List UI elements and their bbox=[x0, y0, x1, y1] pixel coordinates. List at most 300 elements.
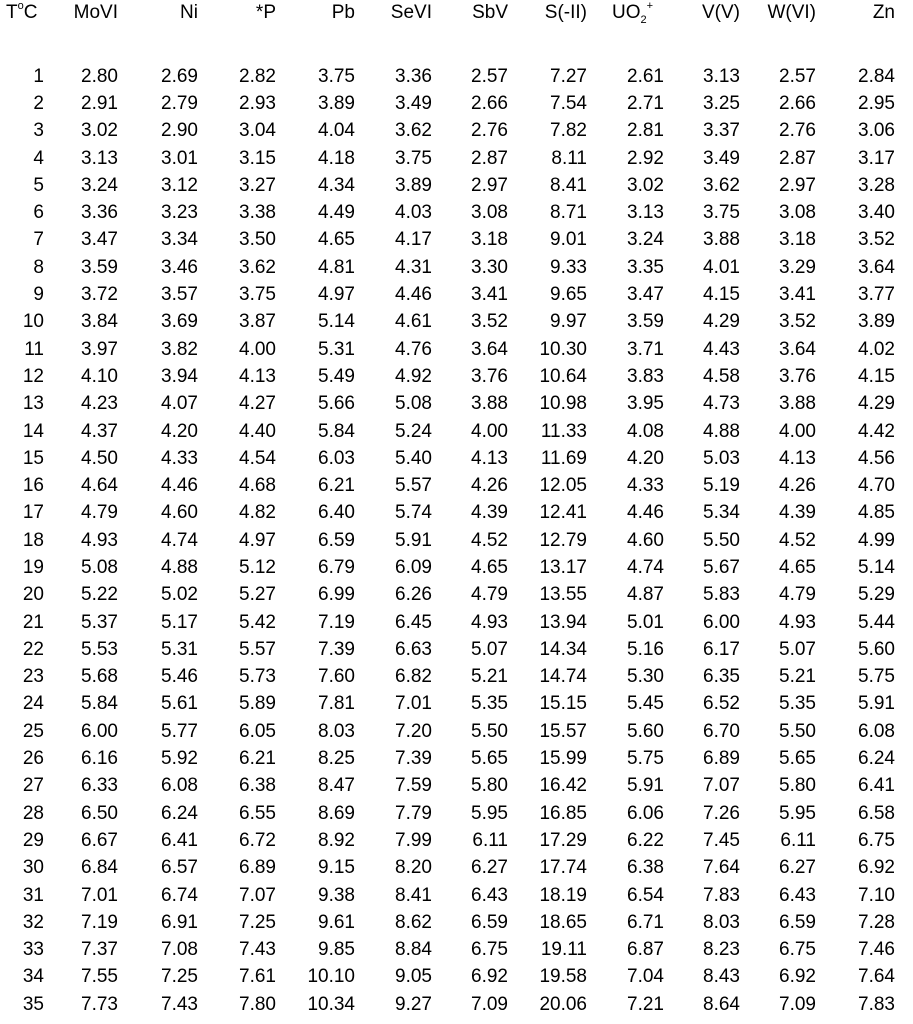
cell-pb: 4.49 bbox=[318, 202, 355, 224]
cell-sevi: 5.24 bbox=[395, 420, 432, 442]
cell-sbv: 2.66 bbox=[471, 92, 508, 114]
cell-pb: 9.15 bbox=[318, 857, 355, 879]
cell-v-v: 8.64 bbox=[703, 993, 740, 1015]
cell-w-vi: 6.43 bbox=[779, 884, 816, 906]
cell-ni: 3.46 bbox=[161, 256, 198, 278]
table-row bbox=[0, 363, 913, 390]
cell-uo2: 4.46 bbox=[627, 502, 664, 524]
cell-w-vi: 3.08 bbox=[779, 202, 816, 224]
cell-uo2: 2.81 bbox=[627, 120, 664, 142]
cell-s-ii: 9.33 bbox=[550, 256, 587, 278]
cell-sbv: 6.59 bbox=[471, 911, 508, 933]
cell-sbv: 5.80 bbox=[471, 775, 508, 797]
cell-sevi: 8.41 bbox=[395, 884, 432, 906]
cell-p: 4.27 bbox=[239, 393, 276, 415]
cell-zn: 3.40 bbox=[858, 202, 895, 224]
cell-temperature: 24 bbox=[22, 693, 44, 715]
header-uo2-base: UO bbox=[611, 2, 641, 23]
table-row bbox=[0, 118, 913, 145]
cell-w-vi: 5.35 bbox=[779, 693, 816, 715]
cell-uo2: 3.59 bbox=[627, 311, 664, 333]
cell-s-ii: 19.58 bbox=[539, 966, 587, 988]
cell-w-vi: 5.95 bbox=[779, 802, 816, 824]
cell-w-vi: 4.93 bbox=[779, 611, 816, 633]
cell-pb: 5.14 bbox=[318, 311, 355, 333]
cell-temperature: 6 bbox=[33, 202, 44, 224]
cell-temperature: 29 bbox=[22, 829, 44, 851]
cell-temperature: 22 bbox=[22, 638, 44, 660]
cell-sbv: 5.50 bbox=[471, 720, 508, 742]
cell-ni: 3.57 bbox=[161, 284, 198, 306]
cell-p: 3.50 bbox=[239, 229, 276, 251]
table-row bbox=[0, 827, 913, 854]
cell-uo2: 5.01 bbox=[627, 611, 664, 633]
cell-movi: 3.97 bbox=[81, 338, 118, 360]
header-w-vi: W(VI) bbox=[767, 2, 816, 23]
cell-pb: 10.10 bbox=[307, 966, 355, 988]
cell-ni: 2.69 bbox=[161, 65, 198, 87]
cell-s-ii: 10.64 bbox=[539, 365, 587, 387]
cell-p: 7.80 bbox=[239, 993, 276, 1015]
cell-movi: 4.64 bbox=[81, 475, 118, 497]
cell-w-vi: 3.64 bbox=[779, 338, 816, 360]
cell-zn: 6.58 bbox=[858, 802, 895, 824]
cell-zn: 6.75 bbox=[858, 829, 895, 851]
cell-p: 3.04 bbox=[239, 120, 276, 142]
cell-pb: 3.75 bbox=[318, 65, 355, 87]
cell-sbv: 4.65 bbox=[471, 556, 508, 578]
cell-pb: 7.60 bbox=[318, 666, 355, 688]
cell-ni: 5.31 bbox=[161, 638, 198, 660]
cell-movi: 3.13 bbox=[81, 147, 118, 169]
cell-sbv: 5.35 bbox=[471, 693, 508, 715]
cell-sevi: 5.74 bbox=[395, 502, 432, 524]
cell-v-v: 4.58 bbox=[703, 365, 740, 387]
cell-pb: 5.84 bbox=[318, 420, 355, 442]
cell-temperature: 14 bbox=[22, 420, 44, 442]
cell-uo2: 5.60 bbox=[627, 720, 664, 742]
cell-sevi: 3.49 bbox=[395, 92, 432, 114]
cell-sevi: 6.45 bbox=[395, 611, 432, 633]
cell-sevi: 9.05 bbox=[395, 966, 432, 988]
cell-zn: 5.44 bbox=[858, 611, 895, 633]
cell-s-ii: 13.55 bbox=[539, 584, 587, 606]
cell-temperature: 20 bbox=[22, 584, 44, 606]
cell-sevi: 7.20 bbox=[395, 720, 432, 742]
cell-sevi: 4.76 bbox=[395, 338, 432, 360]
cell-w-vi: 2.87 bbox=[779, 147, 816, 169]
cell-uo2: 6.22 bbox=[627, 829, 664, 851]
cell-sbv: 4.13 bbox=[471, 447, 508, 469]
cell-zn: 7.64 bbox=[858, 966, 895, 988]
cell-sbv: 2.76 bbox=[471, 120, 508, 142]
cell-s-ii: 11.69 bbox=[540, 447, 587, 469]
cell-movi: 3.72 bbox=[81, 284, 118, 306]
cell-s-ii: 15.99 bbox=[539, 748, 587, 770]
cell-v-v: 5.83 bbox=[703, 584, 740, 606]
cell-movi: 3.24 bbox=[81, 174, 118, 196]
cell-s-ii: 8.11 bbox=[551, 147, 587, 169]
cell-ni: 3.94 bbox=[161, 365, 198, 387]
cell-p: 3.75 bbox=[239, 284, 276, 306]
cell-sevi: 7.39 bbox=[395, 748, 432, 770]
cell-sbv: 3.64 bbox=[471, 338, 508, 360]
cell-pb: 3.89 bbox=[318, 92, 355, 114]
cell-sevi: 6.82 bbox=[395, 666, 432, 688]
cell-w-vi: 5.21 bbox=[779, 666, 816, 688]
cell-pb: 6.40 bbox=[318, 502, 355, 524]
cell-ni: 3.12 bbox=[161, 174, 198, 196]
cell-zn: 3.52 bbox=[858, 229, 895, 251]
cell-temperature: 11 bbox=[24, 338, 44, 360]
cell-zn: 7.46 bbox=[858, 939, 895, 961]
cell-uo2: 5.16 bbox=[627, 638, 664, 660]
table-row bbox=[0, 254, 913, 281]
cell-zn: 4.99 bbox=[858, 529, 895, 551]
cell-p: 7.25 bbox=[239, 911, 276, 933]
cell-v-v: 3.25 bbox=[703, 92, 740, 114]
cell-zn: 3.64 bbox=[858, 256, 895, 278]
cell-p: 4.54 bbox=[239, 447, 276, 469]
cell-temperature: 3 bbox=[33, 120, 44, 142]
cell-w-vi: 6.27 bbox=[779, 857, 816, 879]
cell-temperature: 4 bbox=[33, 147, 44, 169]
header-v-v: V(V) bbox=[702, 2, 740, 23]
cell-ni: 3.23 bbox=[161, 202, 198, 224]
cell-p: 3.15 bbox=[239, 147, 276, 169]
cell-p: 6.05 bbox=[239, 720, 276, 742]
cell-movi: 6.33 bbox=[81, 775, 118, 797]
cell-p: 4.68 bbox=[239, 475, 276, 497]
cell-uo2: 3.95 bbox=[627, 393, 664, 415]
header-temperature-degree: o bbox=[17, 0, 24, 12]
table-row bbox=[0, 281, 913, 308]
cell-p: 5.57 bbox=[239, 638, 276, 660]
cell-ni: 3.82 bbox=[161, 338, 198, 360]
cell-w-vi: 4.79 bbox=[779, 584, 816, 606]
cell-s-ii: 10.30 bbox=[539, 338, 587, 360]
cell-s-ii: 16.42 bbox=[539, 775, 587, 797]
cell-s-ii: 17.29 bbox=[539, 829, 587, 851]
cell-pb: 8.69 bbox=[318, 802, 355, 824]
cell-zn: 6.41 bbox=[858, 775, 895, 797]
cell-temperature: 27 bbox=[22, 775, 44, 797]
cell-movi: 4.10 bbox=[81, 365, 118, 387]
cell-s-ii: 13.94 bbox=[539, 611, 587, 633]
cell-zn: 6.92 bbox=[858, 857, 895, 879]
cell-ni: 4.46 bbox=[161, 475, 198, 497]
cell-w-vi: 3.52 bbox=[779, 311, 816, 333]
cell-pb: 6.21 bbox=[318, 475, 355, 497]
cell-temperature: 28 bbox=[22, 802, 44, 824]
cell-w-vi: 2.66 bbox=[779, 92, 816, 114]
cell-sbv: 4.26 bbox=[471, 475, 508, 497]
cell-s-ii: 7.27 bbox=[550, 65, 587, 87]
cell-pb: 6.59 bbox=[318, 529, 355, 551]
cell-zn: 3.89 bbox=[858, 311, 895, 333]
cell-movi: 5.37 bbox=[81, 611, 118, 633]
cell-pb: 8.92 bbox=[318, 829, 355, 851]
cell-temperature: 5 bbox=[33, 174, 44, 196]
cell-p: 5.89 bbox=[239, 693, 276, 715]
cell-ni: 5.17 bbox=[161, 611, 198, 633]
table-row bbox=[0, 445, 913, 472]
cell-w-vi: 4.13 bbox=[779, 447, 816, 469]
cell-p: 3.62 bbox=[239, 256, 276, 278]
cell-sevi: 8.84 bbox=[395, 939, 432, 961]
cell-w-vi: 3.41 bbox=[779, 284, 816, 306]
cell-movi: 4.79 bbox=[81, 502, 118, 524]
cell-ni: 4.07 bbox=[161, 393, 198, 415]
table-row bbox=[0, 909, 913, 936]
cell-p: 4.40 bbox=[239, 420, 276, 442]
cell-v-v: 7.45 bbox=[703, 829, 740, 851]
cell-pb: 5.49 bbox=[318, 365, 355, 387]
cell-zn: 7.10 bbox=[858, 884, 895, 906]
cell-pb: 4.81 bbox=[318, 256, 355, 278]
cell-uo2: 6.71 bbox=[627, 911, 664, 933]
cell-zn: 3.06 bbox=[858, 120, 895, 142]
cell-ni: 4.88 bbox=[161, 556, 198, 578]
cell-s-ii: 18.65 bbox=[539, 911, 587, 933]
cell-sevi: 7.01 bbox=[395, 693, 432, 715]
cell-sevi: 9.27 bbox=[395, 993, 432, 1015]
cell-sevi: 6.26 bbox=[395, 584, 432, 606]
cell-w-vi: 4.52 bbox=[779, 529, 816, 551]
cell-v-v: 7.07 bbox=[703, 775, 740, 797]
header-pb: Pb bbox=[331, 2, 355, 23]
cell-sevi: 5.08 bbox=[395, 393, 432, 415]
cell-ni: 5.46 bbox=[161, 666, 198, 688]
cell-s-ii: 12.79 bbox=[539, 529, 587, 551]
cell-w-vi: 3.76 bbox=[779, 365, 816, 387]
cell-movi: 4.23 bbox=[81, 393, 118, 415]
table-row bbox=[0, 718, 913, 745]
cell-pb: 10.34 bbox=[307, 993, 355, 1015]
cell-movi: 3.84 bbox=[81, 311, 118, 333]
cell-zn: 5.14 bbox=[858, 556, 895, 578]
cell-v-v: 3.88 bbox=[703, 229, 740, 251]
cell-w-vi: 3.29 bbox=[779, 256, 816, 278]
cell-w-vi: 6.92 bbox=[779, 966, 816, 988]
cell-movi: 5.08 bbox=[81, 556, 118, 578]
cell-temperature: 12 bbox=[22, 365, 44, 387]
cell-movi: 7.55 bbox=[81, 966, 118, 988]
cell-ni: 4.20 bbox=[161, 420, 198, 442]
cell-pb: 8.03 bbox=[318, 720, 355, 742]
cell-ni: 6.41 bbox=[161, 829, 198, 851]
cell-w-vi: 2.57 bbox=[779, 65, 816, 87]
cell-temperature: 30 bbox=[22, 857, 44, 879]
cell-pb: 8.25 bbox=[318, 748, 355, 770]
cell-zn: 2.95 bbox=[858, 92, 895, 114]
header-sevi: SeVI bbox=[390, 2, 432, 23]
cell-pb: 8.47 bbox=[318, 775, 355, 797]
cell-p: 4.00 bbox=[239, 338, 276, 360]
cell-w-vi: 4.39 bbox=[779, 502, 816, 524]
cell-w-vi: 5.50 bbox=[779, 720, 816, 742]
cell-ni: 6.57 bbox=[161, 857, 198, 879]
cell-movi: 3.59 bbox=[81, 256, 118, 278]
cell-zn: 4.29 bbox=[858, 393, 895, 415]
cell-movi: 3.36 bbox=[81, 202, 118, 224]
cell-s-ii: 11.33 bbox=[540, 420, 587, 442]
cell-temperature: 9 bbox=[33, 284, 44, 306]
cell-uo2: 4.33 bbox=[627, 475, 664, 497]
table-row bbox=[0, 882, 913, 909]
table-row bbox=[0, 582, 913, 609]
cell-movi: 6.16 bbox=[81, 748, 118, 770]
cell-sevi: 4.17 bbox=[395, 229, 432, 251]
cell-s-ii: 7.82 bbox=[550, 120, 587, 142]
cell-ni: 4.74 bbox=[161, 529, 198, 551]
cell-movi: 5.53 bbox=[81, 638, 118, 660]
cell-pb: 4.18 bbox=[318, 147, 355, 169]
cell-w-vi: 7.09 bbox=[779, 993, 816, 1015]
cell-ni: 6.08 bbox=[161, 775, 198, 797]
cell-uo2: 6.06 bbox=[627, 802, 664, 824]
cell-v-v: 3.62 bbox=[703, 174, 740, 196]
table-row bbox=[0, 991, 913, 1018]
table-row bbox=[0, 691, 913, 718]
cell-ni: 5.02 bbox=[161, 584, 198, 606]
cell-uo2: 4.60 bbox=[627, 529, 664, 551]
cell-ni: 7.08 bbox=[161, 939, 198, 961]
cell-sbv: 2.97 bbox=[471, 174, 508, 196]
cell-movi: 7.01 bbox=[81, 884, 118, 906]
cell-sbv: 4.00 bbox=[471, 420, 508, 442]
cell-uo2: 5.75 bbox=[627, 748, 664, 770]
header-temperature-t: T bbox=[6, 2, 18, 23]
table-row bbox=[0, 336, 913, 363]
cell-p: 6.21 bbox=[239, 748, 276, 770]
cell-sevi: 4.61 bbox=[395, 311, 432, 333]
header-temperature bbox=[0, 2, 44, 24]
cell-sevi: 5.40 bbox=[395, 447, 432, 469]
table-row bbox=[0, 145, 913, 172]
cell-sbv: 6.92 bbox=[471, 966, 508, 988]
cell-temperature: 10 bbox=[22, 311, 44, 333]
cell-movi: 6.50 bbox=[81, 802, 118, 824]
cell-sbv: 2.87 bbox=[471, 147, 508, 169]
cell-v-v: 4.88 bbox=[703, 420, 740, 442]
header-uo2 bbox=[587, 2, 664, 24]
cell-sevi: 8.20 bbox=[395, 857, 432, 879]
cell-v-v: 6.00 bbox=[703, 611, 740, 633]
cell-pb: 9.61 bbox=[318, 911, 355, 933]
table-row bbox=[0, 309, 913, 336]
cell-sbv: 5.07 bbox=[471, 638, 508, 660]
cell-v-v: 5.67 bbox=[703, 556, 740, 578]
cell-zn: 3.28 bbox=[858, 174, 895, 196]
cell-v-v: 4.29 bbox=[703, 311, 740, 333]
cell-ni: 2.79 bbox=[161, 92, 198, 114]
cell-temperature: 23 bbox=[22, 666, 44, 688]
cell-p: 3.87 bbox=[239, 311, 276, 333]
table-row bbox=[0, 664, 913, 691]
cell-temperature: 33 bbox=[22, 939, 44, 961]
cell-uo2: 7.21 bbox=[627, 993, 664, 1015]
cell-zn: 6.08 bbox=[858, 720, 895, 742]
cell-s-ii: 14.34 bbox=[539, 638, 587, 660]
cell-v-v: 7.83 bbox=[703, 884, 740, 906]
cell-temperature: 2 bbox=[33, 92, 44, 114]
cell-temperature: 15 bbox=[22, 447, 44, 469]
cell-ni: 6.24 bbox=[161, 802, 198, 824]
cell-uo2: 4.74 bbox=[627, 556, 664, 578]
cell-temperature: 16 bbox=[22, 475, 44, 497]
cell-uo2: 7.04 bbox=[627, 966, 664, 988]
cell-s-ii: 15.57 bbox=[539, 720, 587, 742]
header-ni: Ni bbox=[180, 2, 198, 23]
cell-s-ii: 14.74 bbox=[539, 666, 587, 688]
cell-s-ii: 8.71 bbox=[550, 202, 587, 224]
cell-v-v: 8.43 bbox=[703, 966, 740, 988]
cell-zn: 5.60 bbox=[858, 638, 895, 660]
cell-movi: 6.67 bbox=[81, 829, 118, 851]
cell-uo2: 2.61 bbox=[627, 65, 664, 87]
cell-p: 2.93 bbox=[239, 92, 276, 114]
cell-movi: 7.19 bbox=[81, 911, 118, 933]
cell-sbv: 6.11 bbox=[472, 829, 508, 851]
cell-w-vi: 4.65 bbox=[779, 556, 816, 578]
cell-pb: 6.79 bbox=[318, 556, 355, 578]
cell-pb: 9.38 bbox=[318, 884, 355, 906]
cell-sevi: 6.63 bbox=[395, 638, 432, 660]
cell-w-vi: 6.11 bbox=[780, 829, 816, 851]
cell-zn: 5.29 bbox=[858, 584, 895, 606]
cell-movi: 4.93 bbox=[81, 529, 118, 551]
cell-s-ii: 8.41 bbox=[550, 174, 587, 196]
header-p: *P bbox=[255, 2, 276, 23]
cell-v-v: 5.03 bbox=[703, 447, 740, 469]
cell-pb: 4.97 bbox=[318, 284, 355, 306]
cell-w-vi: 2.97 bbox=[779, 174, 816, 196]
cell-movi: 2.91 bbox=[81, 92, 118, 114]
cell-ni: 5.77 bbox=[161, 720, 198, 742]
cell-s-ii: 9.97 bbox=[550, 311, 587, 333]
cell-p: 4.97 bbox=[239, 529, 276, 551]
cell-v-v: 6.70 bbox=[703, 720, 740, 742]
cell-ni: 3.69 bbox=[161, 311, 198, 333]
cell-s-ii: 9.65 bbox=[550, 284, 587, 306]
cell-movi: 7.73 bbox=[81, 993, 118, 1015]
cell-temperature: 26 bbox=[22, 748, 44, 770]
header-temperature-unit: C bbox=[23, 2, 38, 23]
cell-sbv: 3.76 bbox=[471, 365, 508, 387]
cell-uo2: 4.87 bbox=[627, 584, 664, 606]
cell-sevi: 3.62 bbox=[395, 120, 432, 142]
cell-s-ii: 7.54 bbox=[550, 92, 587, 114]
table-row bbox=[0, 855, 913, 882]
cell-sevi: 6.09 bbox=[395, 556, 432, 578]
cell-sbv: 7.09 bbox=[471, 993, 508, 1015]
cell-sbv: 3.30 bbox=[471, 256, 508, 278]
cell-sbv: 5.21 bbox=[471, 666, 508, 688]
cell-sbv: 3.88 bbox=[471, 393, 508, 415]
cell-pb: 4.34 bbox=[318, 174, 355, 196]
cell-uo2: 3.24 bbox=[627, 229, 664, 251]
cell-uo2: 6.54 bbox=[627, 884, 664, 906]
cell-pb: 7.19 bbox=[318, 611, 355, 633]
cell-pb: 4.65 bbox=[318, 229, 355, 251]
cell-v-v: 4.15 bbox=[703, 284, 740, 306]
cell-w-vi: 3.88 bbox=[779, 393, 816, 415]
cell-zn: 5.91 bbox=[858, 693, 895, 715]
cell-temperature: 31 bbox=[22, 884, 44, 906]
cell-sevi: 3.89 bbox=[395, 174, 432, 196]
cell-sbv: 3.18 bbox=[471, 229, 508, 251]
